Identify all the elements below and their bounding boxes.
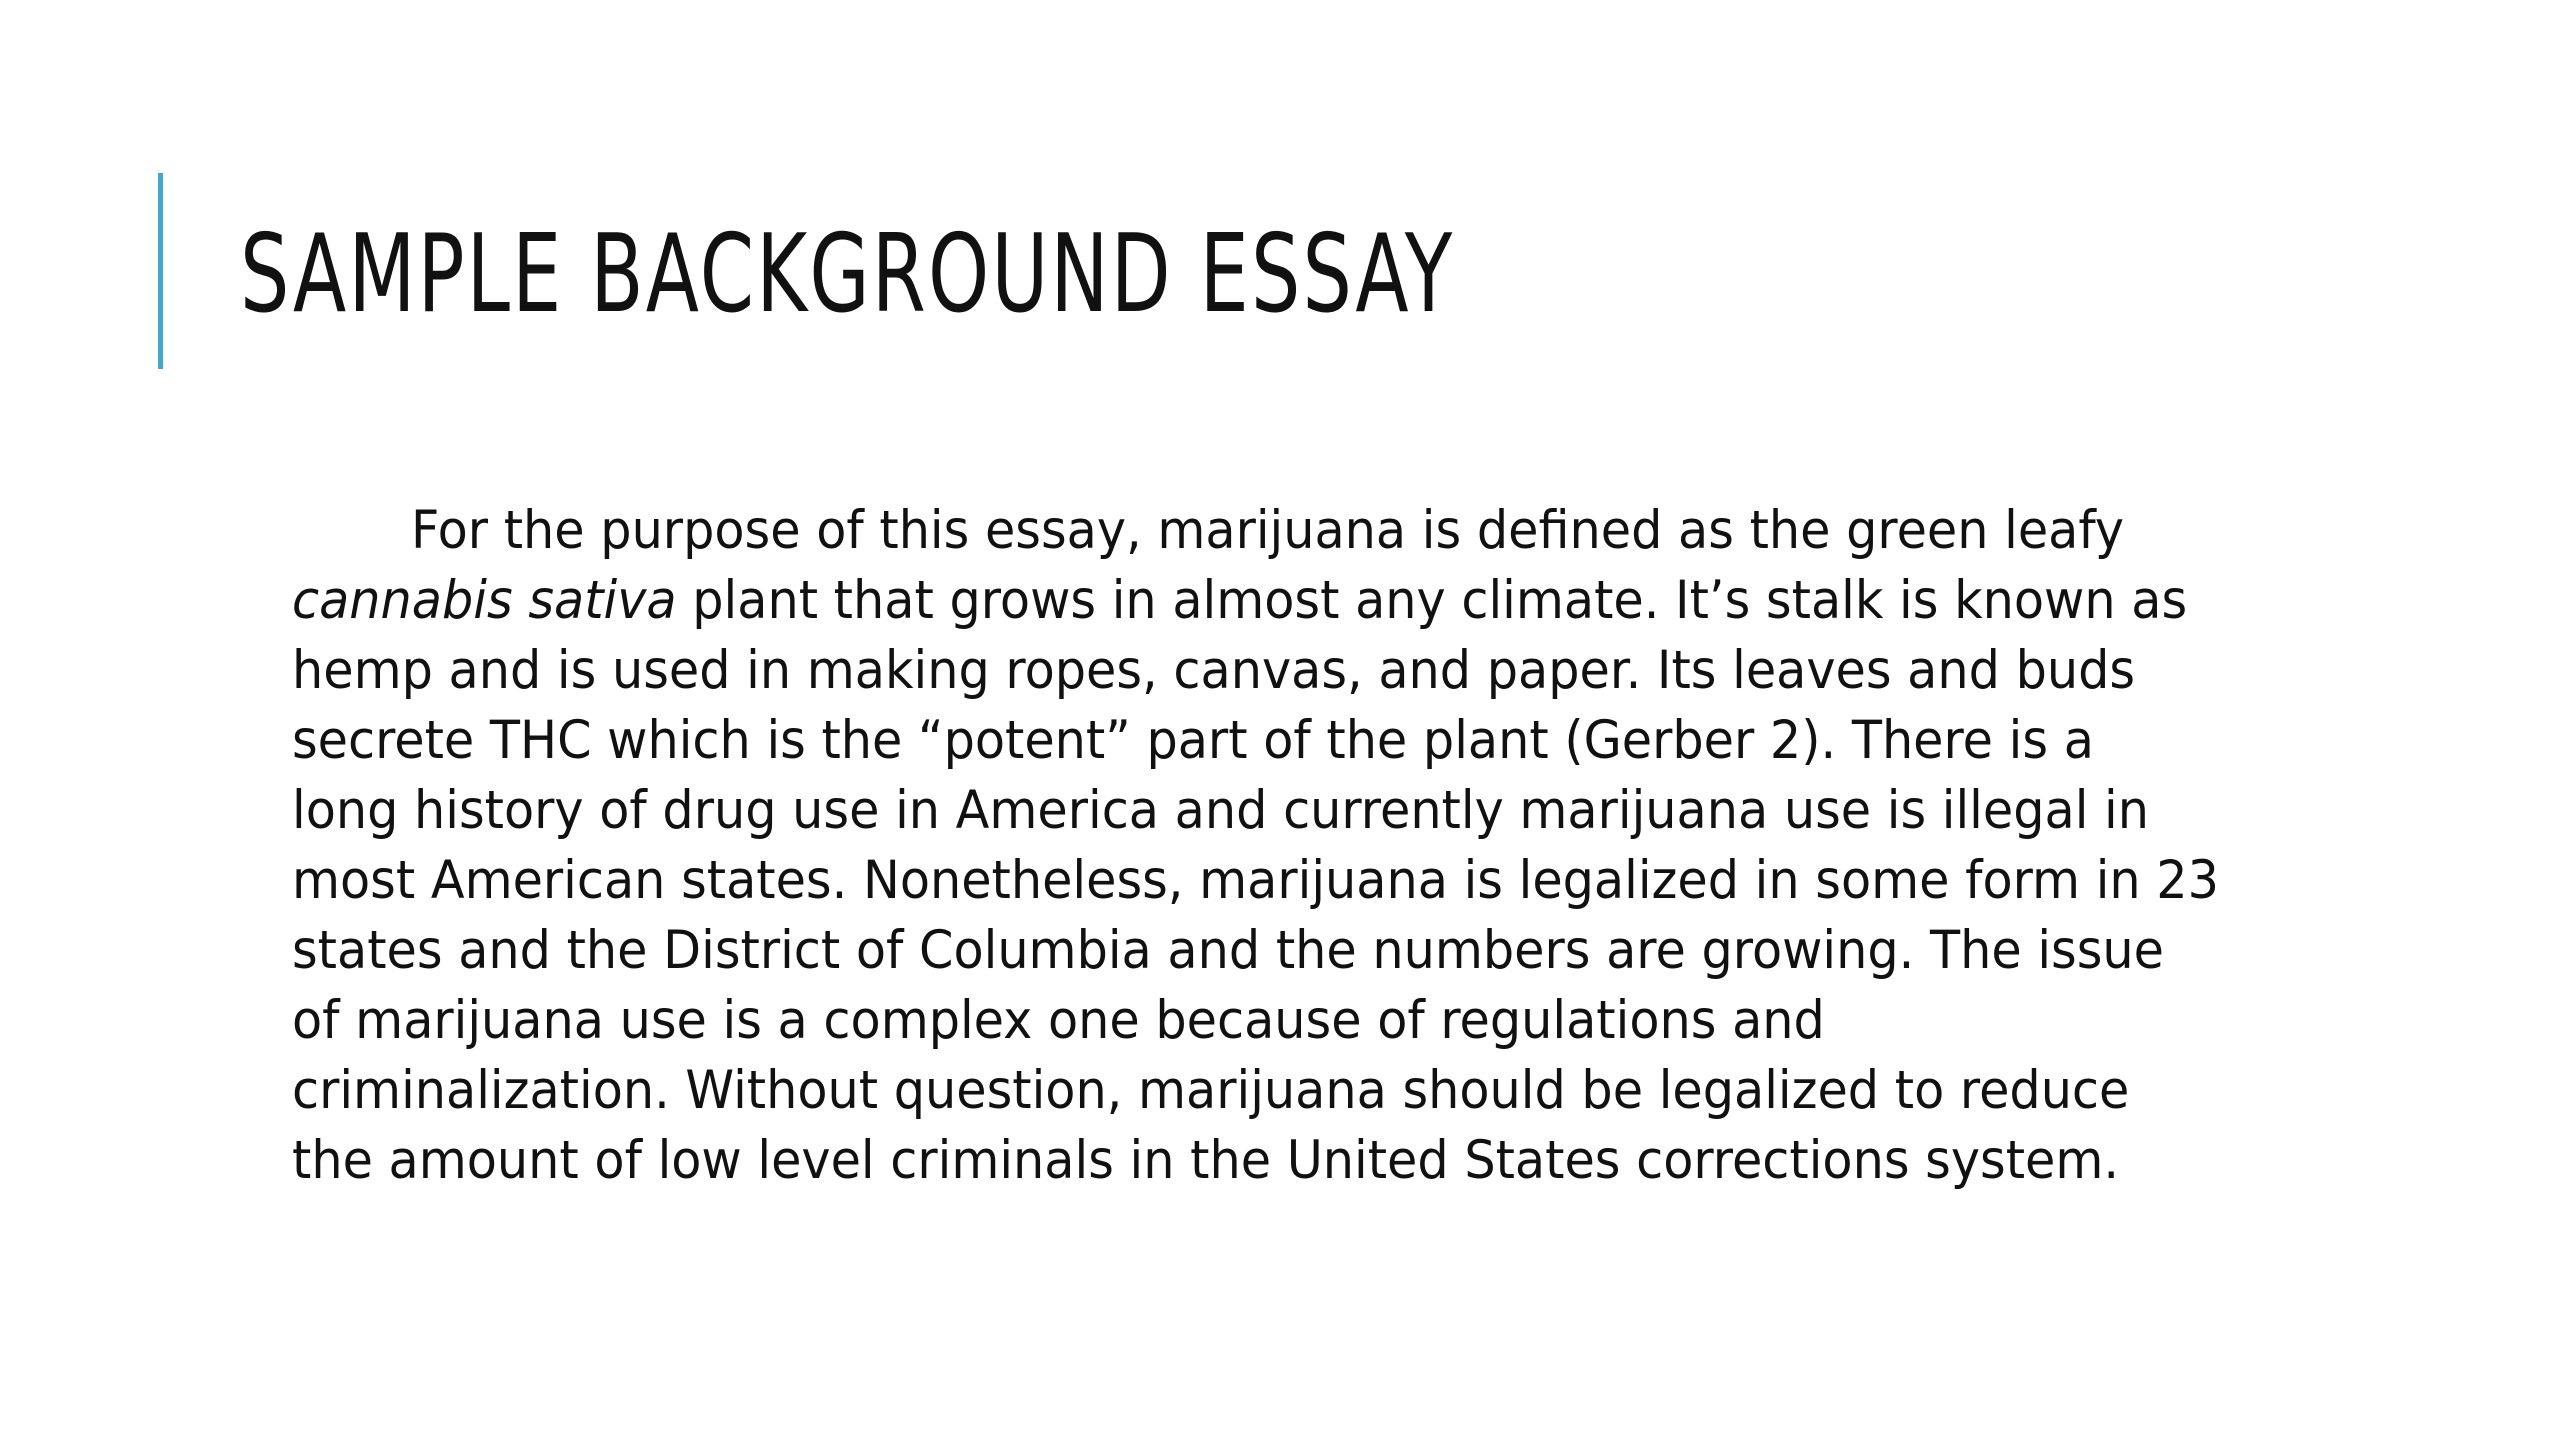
paragraph-line-10: the amount of low level criminals in the United States corrections system. xyxy=(292,1130,2120,1191)
title-accent-bar xyxy=(158,173,163,369)
paragraph-line-8: of marijuana use is a complex one because of regulations and xyxy=(292,990,1825,1051)
slide-title: SAMPLE BACKGROUND ESSAY xyxy=(240,212,1455,337)
paragraph-line-3: hemp and is used in making ropes, canvas, and paper. Its leaves and buds xyxy=(292,640,2136,701)
italic-term: cannabis sativa xyxy=(292,570,677,631)
paragraph-line-7: states and the District of Columbia and the numbers are growing. The issue xyxy=(292,920,2164,981)
paragraph-line-9: criminalization. Without question, marijuana should be legalized to reduce xyxy=(292,1060,2130,1121)
paragraph-line-6: most American states. Nonetheless, marijuana is legalized in some form in 23 xyxy=(292,850,2220,911)
paragraph-line-2 xyxy=(292,566,2188,636)
paragraph-line-4: secrete THC which is the “potent” part of the plant (Gerber 2). There is a xyxy=(292,710,2094,771)
paragraph-line-5: long history of drug use in America and currently marijuana use is illegal in xyxy=(292,780,2149,841)
paragraph-line-1: For the purpose of this essay, marijuana is defined as the green leafy xyxy=(411,500,2125,561)
paragraph-line-2-text: plant that grows in almost any climate. It’s stalk is known as xyxy=(676,570,2188,631)
essay-paragraph xyxy=(292,496,2312,1196)
